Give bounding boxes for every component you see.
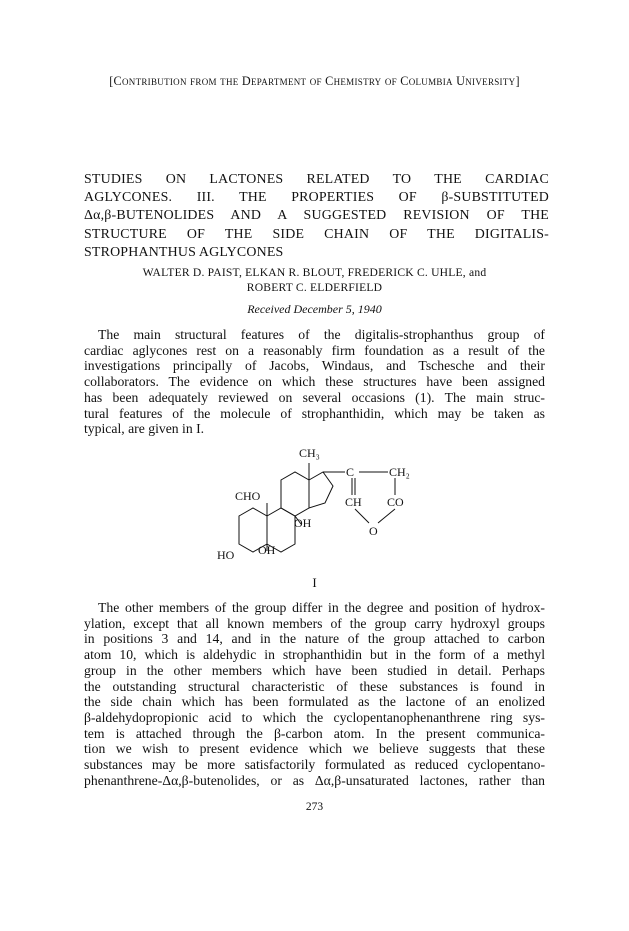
text-line: tural features of the molecule of strophanthidin, which may be taken as	[84, 405, 545, 421]
text-line: the outstanding structural characteristic of these substances is found in	[84, 678, 545, 694]
page-number: 273	[305, 801, 324, 813]
structure-diagram	[195, 441, 455, 586]
text-line: The other members of the group differ in the degree and position of hydrox-	[98, 600, 545, 615]
label-cho: CHO	[235, 489, 261, 503]
text-line: in positions 3 and 14, and in the nature of the group attached to carbon	[84, 631, 545, 647]
title-line: STRUCTURE OF THE SIDE CHAIN OF THE DIGITALIS-	[84, 226, 549, 242]
text-line: investigations principally of Jacobs, Windaus, and Tschesche and their	[84, 358, 545, 374]
text-line: substances may be more satisfactorily formulated as reduced cyclopentano-	[84, 757, 545, 773]
label-c: C	[346, 465, 355, 479]
text-line: cardiac aglycones rest on a reasonably firm foundation as a result of the	[84, 342, 545, 358]
text-line: collaborators. The evidence on which these structures have been assigned	[84, 374, 545, 390]
co-o-bond	[378, 509, 395, 523]
ring-d	[309, 472, 333, 508]
label-ho: HO	[217, 548, 235, 562]
ch-o-bond	[355, 509, 369, 523]
label-ch3: CH₃	[299, 446, 320, 460]
text-line: atom 10, which is aldehydic in strophanthidin but in the form of a methyl	[84, 647, 545, 663]
label-ch2: CH₂	[389, 465, 410, 479]
paragraph-side-chain	[84, 600, 545, 788]
text-line: The main structural features of the digitalis-strophanthus group of	[98, 327, 545, 342]
text-line: phenanthrene-Δα,β-butenolides, or as Δα,β-unsaturated lactones, rather than	[84, 772, 545, 788]
received-date: Received December 5, 1940	[247, 302, 382, 316]
text-line: β-aldehydopropionic acid to which the cyclopentanophenanthrene ring sys-	[84, 709, 545, 725]
author-list	[0, 265, 629, 295]
text-line: has been adequately reviewed on several occasions (1). The main struc-	[84, 389, 545, 405]
label-oh-lower: OH	[258, 543, 276, 557]
label-co: CO	[387, 495, 404, 509]
structure-caption: I	[312, 575, 317, 590]
ring-c	[281, 472, 309, 516]
article-title	[84, 171, 549, 262]
label-oh-upper: OH	[294, 516, 312, 530]
text-line: tem is attached through the β-carbon atom. In the present communica-	[84, 725, 545, 741]
strophanthidin-structure	[195, 441, 455, 586]
text-line: the side chain which has been formulated as the lactone of an enolized	[84, 694, 545, 710]
text-line: typical, are given in I.	[84, 421, 205, 437]
paragraph-intro	[84, 327, 545, 437]
contribution-header: [Contribution from the Department of Chemistry of Columbia University]	[109, 74, 520, 88]
text-line: ylation, except that all known members of the group carry hydroxyl groups	[84, 615, 545, 631]
text-line: group in the other members which have been studied in detail. Perhaps	[84, 662, 545, 678]
title-line: STUDIES ON LACTONES RELATED TO THE CARDIAC	[84, 172, 549, 187]
authors-line: ROBERT C. ELDERFIELD	[246, 281, 383, 294]
authors-line: WALTER D. PAIST, ELKAN R. BLOUT, FREDERICK C. UHLE, and	[142, 266, 487, 279]
title-line: Δα,β-BUTENOLIDES AND A SUGGESTED REVISION OF THE	[84, 208, 549, 224]
label-o: O	[369, 524, 378, 538]
title-line: STROPHANTHUS AGLYCONES	[84, 244, 284, 260]
label-ch: CH	[345, 495, 362, 509]
title-line: AGLYCONES. III. THE PROPERTIES OF β-SUBSTITUTED	[84, 190, 549, 206]
text-line: tion we wish to present evidence which we believe suggests that these	[84, 741, 545, 757]
